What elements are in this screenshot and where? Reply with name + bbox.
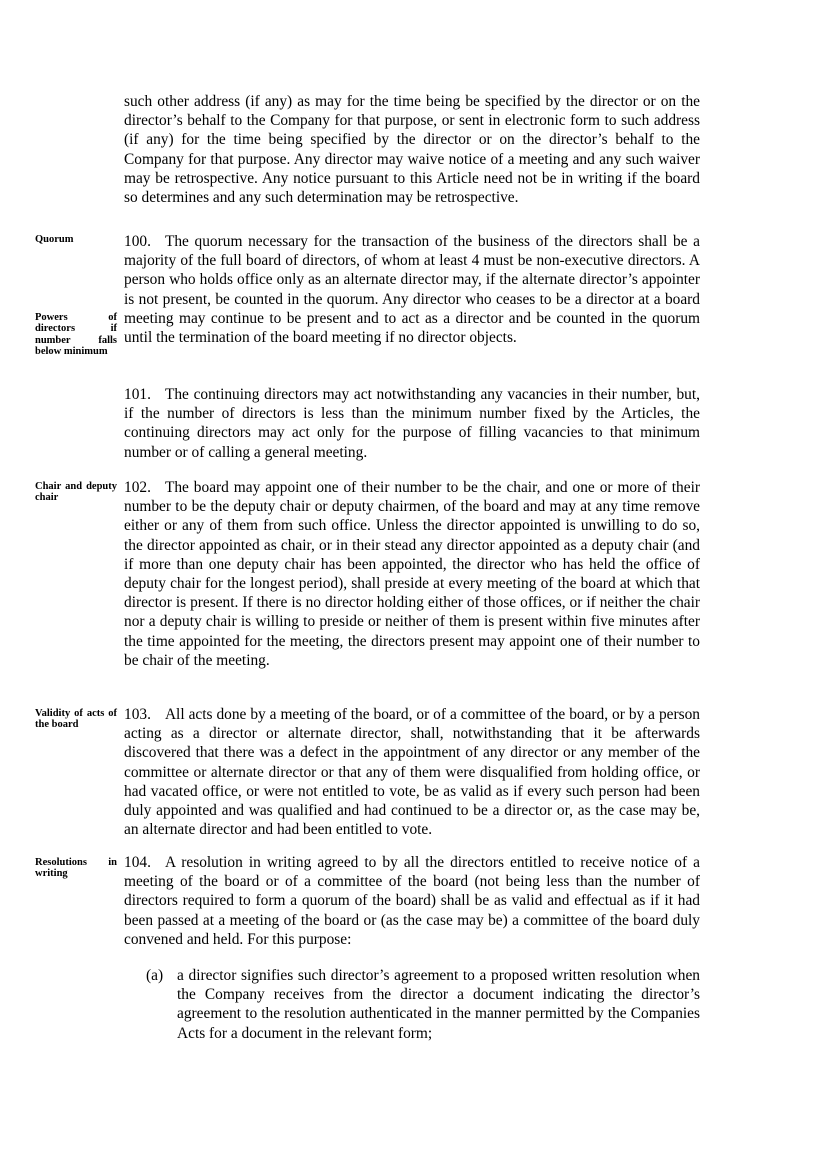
article-number: 103. [124, 706, 151, 723]
subclause-text: a director signifies such director’s agreement to a proposed written resolution when the Company receives from the director a document indicating the director’s agreement to the resolution authenticated in the manner permitted by the Companies Acts for a document in the relevant form; [177, 967, 700, 1042]
article-number: 102. [124, 479, 151, 496]
article-104 [124, 853, 700, 949]
article-number: 101. [124, 386, 151, 403]
margin-note-resolutions: Resolutions in writing [35, 857, 117, 880]
article-number: 100. [124, 233, 151, 250]
continuation-paragraph [124, 92, 700, 207]
margin-note-chair: Chair and deputy chair [35, 481, 117, 504]
article-number: 104. [124, 854, 151, 871]
article-text: All acts done by a meeting of the board, or of a committee of the board, or by a person acting as a director or alternate director, shall, notwithstanding that it be afterwards discovered that there was a defect in the appointment of any director or any member of the committee or alternate director or that any of them were disqualified from holding office, or had vacated office, or were not entitled to vote, be as valid as if every such person had been duly appointed and was qualified and had continued to be a director or, as the case may be, an alternate director and had been entitled to vote. [124, 706, 700, 839]
article-text: The quorum necessary for the transaction of the business of the directors shall be a majority of the full board of directors, of whom at least 4 must be non-executive directors. A person who holds office only as an alternate director may, if the alternate director’s appointer is not present, be counted in the quorum. Any director who ceases to be a director at a board meeting may continue to be present and to act as a director and be counted in the quorum until the termination of the board meeting if no director objects. [124, 233, 700, 347]
continuation-text: such other address (if any) as may for the time being be specified by the director or on the director’s behalf to the Company for that purpose, or sent in electronic form to such address (if any) for the time being specified by the director or on the director’s behalf to the Company for that purpose. Any director may waive notice of a meeting and any such waiver may be retrospective. Any notice pursuant to this Article need not be in writing if the board so determines and any such determination may be retrospective. [124, 93, 700, 207]
subclause-label: (a) [146, 967, 164, 984]
article-text: The board may appoint one of their number to be the chair, and one or more of their number to be the deputy chair or deputy chairmen, of the board and may at any time remove either or any of them from such office. Unless the director appointed is unwilling to do so, the director appointed as chair, or in their stead any director appointed as a deputy chair (and if more than one deputy chair has been appointed, the director who has held the office of deputy chair for the longest period), shall preside at every meeting of the board at which that director is present. If there is no director holding either of those offices, or if neither the chair nor a deputy chair is willing to preside or neither of them is present within five minutes after the time appointed for the meeting, the directors present may appoint one of their number to be chair of the meeting. [124, 479, 700, 669]
margin-note-powers: Powers of directors if number falls below minimum [35, 312, 117, 358]
article-100 [124, 232, 700, 347]
article-101 [124, 385, 700, 462]
article-text: A resolution in writing agreed to by all the directors entitled to receive notice of a meeting of the board or of a committee of the board (not being less than the number of directors required to form a quorum of the board) shall be as valid and effectual as if it had been passed at a meeting of the board or (as the case may be) a committee of the board duly convened and held. For this purpose: [124, 854, 700, 948]
article-102 [124, 478, 700, 670]
margin-note-validity: Validity of acts of the board [35, 708, 117, 731]
article-103 [124, 705, 700, 839]
article-text: The continuing directors may act notwithstanding any vacancies in their number, but, if the number of directors is less than the minimum number fixed by the Articles, the continuing directors may act only for the purpose of filling vacancies to that minimum number or of calling a general meeting. [124, 386, 700, 461]
margin-note-quorum: Quorum [35, 234, 74, 245]
